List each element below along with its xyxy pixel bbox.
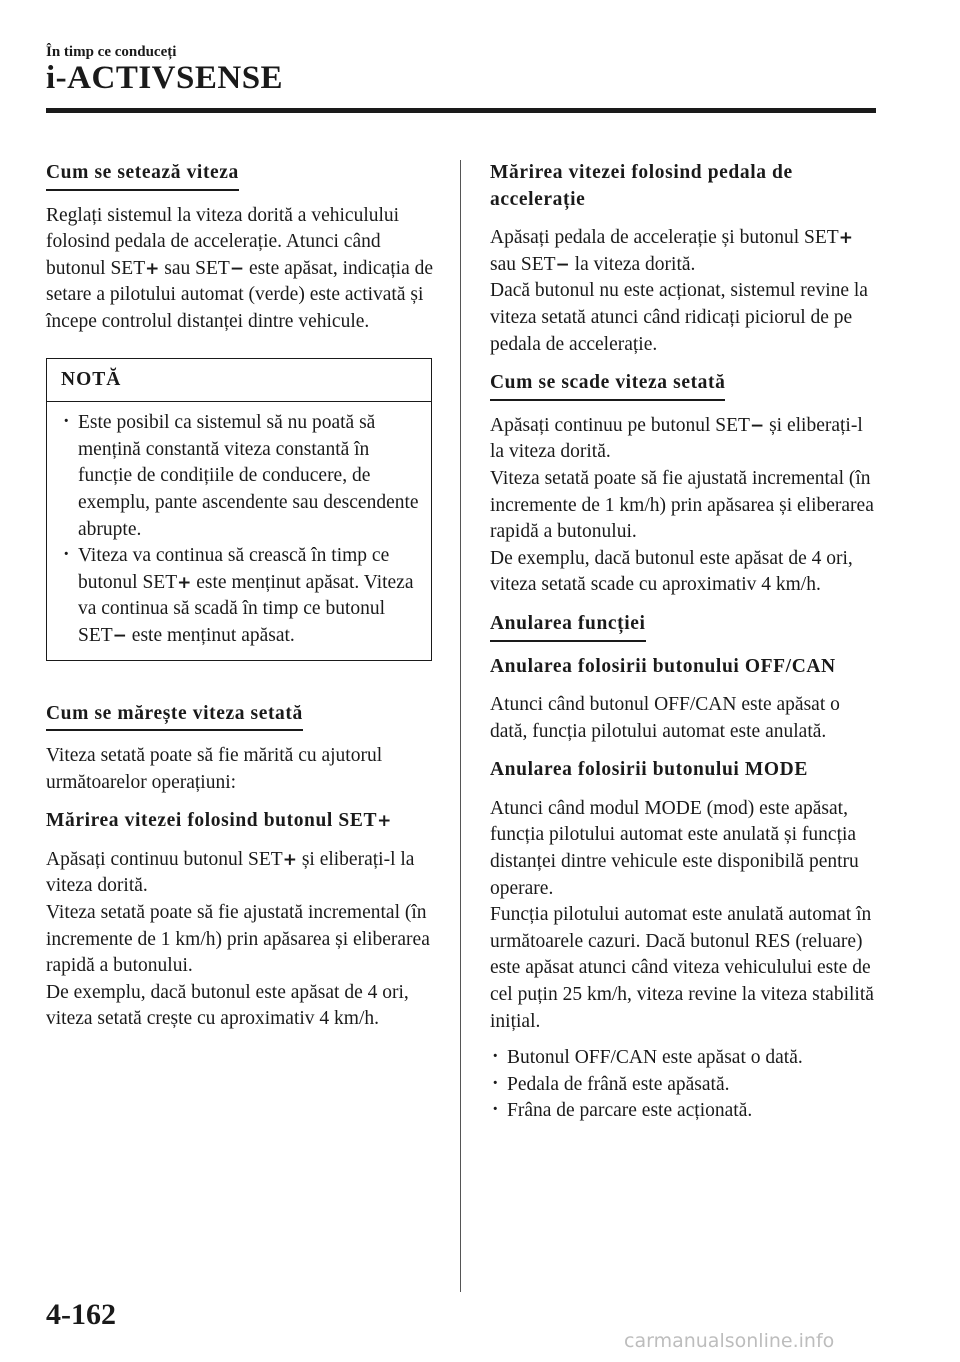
paragraph-decrease: Apăsați continuu pe butonul SET− și eliberați-l la viteza dorită. <box>490 414 863 463</box>
paragraph-set-plus-increment: Viteza setată poate să fie ajustată incremental (în incremente de 1 km/h) prin apăsarea și eliberarea rapidă a butonului. <box>46 902 430 977</box>
paragraph-decrease-example: De exemplu, dacă butonul este apăsat de 4 ori, viteza setată scade cu aproximativ 4 km/h. <box>490 547 853 596</box>
heading-increase-speed: Cum se mărește viteza setată <box>46 701 303 732</box>
subheading-set-plus: Mărirea vitezei folosind butonul SET+ <box>46 810 392 832</box>
subheading-offcan: Anularea folosirii butonului OFF/CAN <box>490 655 836 677</box>
breadcrumb: În timp ce conduceți <box>46 44 177 60</box>
plus-icon: + <box>282 849 297 870</box>
right-column <box>490 160 880 1125</box>
paragraph-mode: Atunci când modul MODE (mod) este apăsat, funcția pilotului automat este anulată și funcția distanței dintre vehicule este disponibilă pentru operare. <box>490 797 859 899</box>
note-box <box>46 358 432 661</box>
minus-icon: − <box>112 625 127 646</box>
note-body <box>47 402 431 659</box>
subheading-mode: Anularea folosirii butonului MODE <box>490 759 808 781</box>
note-item: · Viteza va continua să crească în timp ce butonul SET+ este menținut apăsat. Viteza va continua să scadă în timp ce butonul SET− este menținut apăsat. <box>61 543 421 649</box>
cancel-conditions-list <box>490 1045 880 1125</box>
plus-icon: + <box>145 258 160 279</box>
paragraph-mode-auto-cancel: Funcția pilotului automat este anulată automat în următoarele cazuri. Dacă butonul RES (reluare) este apăsat atunci când viteza vehiculului este de cel puțin 25 km/h, viteza revine la viteza stabilită inițial. <box>490 904 874 1032</box>
note-item: · Este posibil ca sistemul să nu poată să mențină constantă viteza constantă în funcție de condițiile de conducere, de exemplu, pante ascendente sau descendente abrupte. <box>61 410 421 543</box>
column-divider <box>460 160 461 1292</box>
list-item: · Pedala de frână este apăsată. <box>490 1072 880 1099</box>
page-number: 4-162 <box>46 1298 116 1331</box>
heading-set-speed: Cum se setează viteza <box>46 160 239 191</box>
paragraph-pedal-release: Dacă butonul nu este acționat, sistemul revine la viteza setată atunci când ridicați piciorul de pe pedala de accelerație. <box>490 280 868 355</box>
plus-icon: + <box>838 228 853 249</box>
paragraph-pedal: Apăsați pedala de accelerație și butonul SET+ sau SET− la viteza dorită. <box>490 227 853 275</box>
minus-icon: − <box>229 258 245 279</box>
header-rule <box>46 108 876 113</box>
heading-cancel: Anularea funcției <box>490 611 646 642</box>
paragraph-set-plus-example: De exemplu, dacă butonul este apăsat de 4 ori, viteza setată crește cu aproximativ 4 km/h. <box>46 981 409 1030</box>
subheading-pedal: Mărirea vitezei folosind pedala de accelerație <box>490 162 793 210</box>
section-title: i-ACTIVSENSE <box>46 60 284 96</box>
paragraph-set-plus: Apăsați continuu butonul SET+ și eliberați-l la viteza dorită. <box>46 848 415 897</box>
list-item: · Butonul OFF/CAN este apăsat o dată. <box>490 1045 880 1072</box>
note-title: NOTĂ <box>47 359 431 403</box>
paragraph-offcan: Atunci când butonul OFF/CAN este apăsat o dată, funcția pilotului automat este anulată. <box>490 694 840 742</box>
plus-icon: + <box>377 811 392 832</box>
watermark: carmanualsonline.info <box>624 1330 835 1352</box>
left-column <box>46 160 436 1033</box>
heading-decrease-speed: Cum se scade viteza setată <box>490 370 725 401</box>
paragraph-increase: Viteza setată poate să fie mărită cu ajutorul următoarelor operațiuni: <box>46 745 383 793</box>
minus-icon: − <box>555 254 570 275</box>
plus-icon: + <box>177 572 192 593</box>
paragraph-set-speed: Reglați sistemul la viteza dorită a vehiculului folosind pedala de accelerație. Atunci când butonul SET+ sau SET− este apăsat, indicația de setare a pilotului automat (verde) este activată și începe controlul distanței dintre vehicule. <box>46 204 434 332</box>
list-item: · Frâna de parcare este acționată. <box>490 1098 880 1125</box>
minus-icon: − <box>749 415 765 436</box>
paragraph-decrease-increment: Viteza setată poate să fie ajustată incremental (în incremente de 1 km/h) prin apăsarea și eliberarea rapidă a butonului. <box>490 467 874 543</box>
